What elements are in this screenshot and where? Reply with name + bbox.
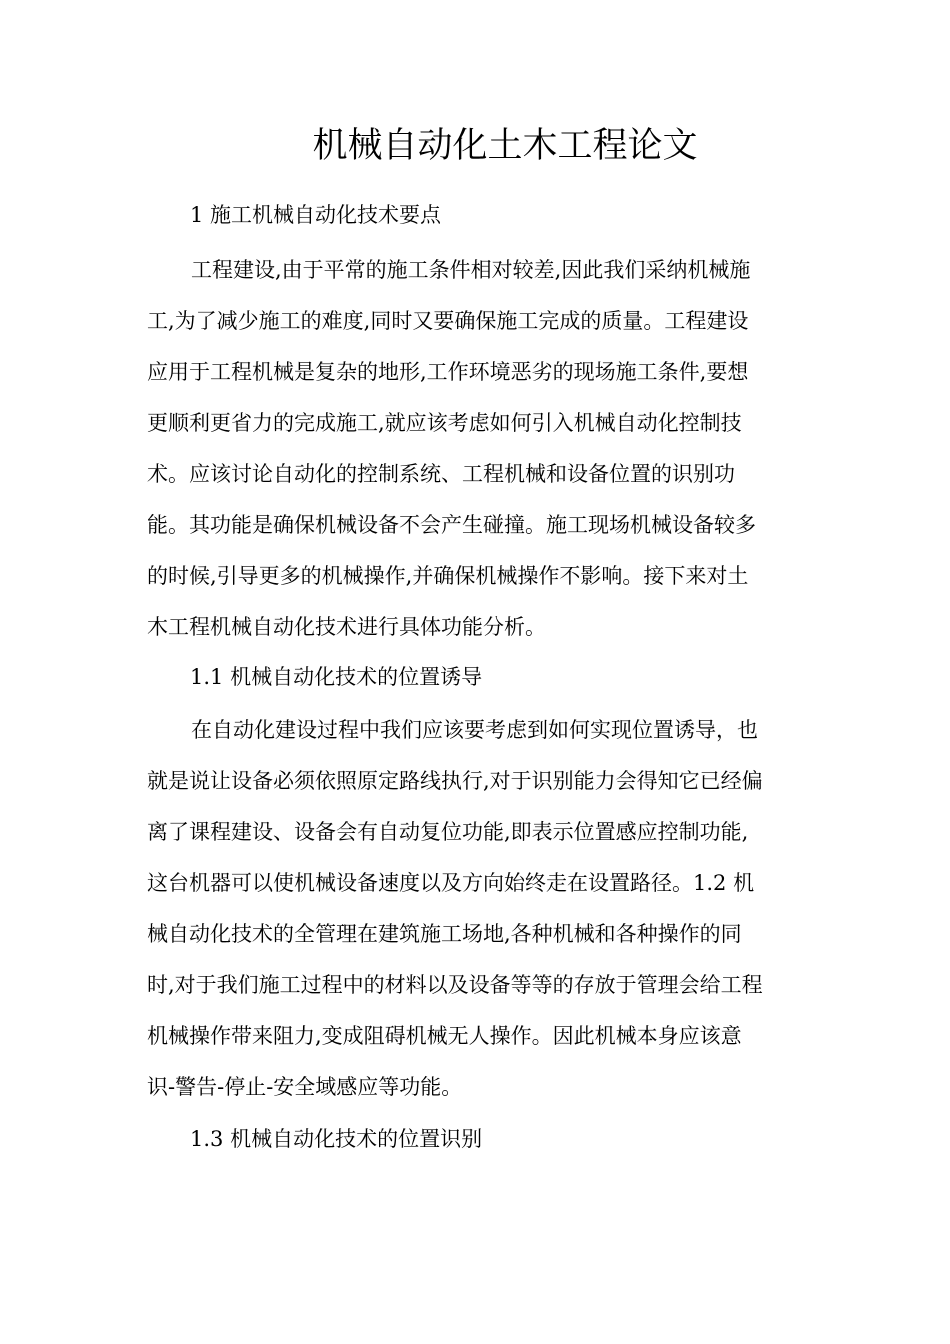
paragraph-line: 在自动化建设过程中我们应该要考虑到如何实现位置诱导，也 (191, 718, 758, 742)
section-1-paragraph (147, 245, 803, 653)
paragraph-line: 就是说让设备必须依照原定路线执行,对于识别能力会得知它已经偏 (147, 769, 763, 793)
paragraph-line: 工程建设,由于平常的施工条件相对较差,因此我们采纳机械施 (191, 258, 751, 282)
paragraph-line: 识-警告-停止-安全域感应等功能。 (147, 1075, 463, 1099)
document-title: 机械自动化土木工程论文 (312, 126, 698, 166)
paragraph-line: 离了课程建设、设备会有自动复位功能,即表示位置感应控制功能, (147, 820, 749, 844)
paragraph-line: 的时候,引导更多的机械操作,并确保机械操作不影响。接下来对土 (147, 564, 749, 588)
paragraph-line: 工,为了减少施工的难度,同时又要确保施工完成的质量。工程建设 (147, 309, 749, 333)
paragraph-line: 木工程机械自动化技术进行具体功能分析。 (147, 615, 546, 639)
paragraph-line: 能。其功能是确保机械设备不会产生碰撞。施工现场机械设备较多 (147, 513, 756, 537)
paragraph-line: 时,对于我们施工过程中的材料以及设备等等的存放于管理会给工程 (147, 973, 763, 997)
paragraph-line: 术。应该讨论自动化的控制系统、工程机械和设备位置的识别功 (147, 462, 735, 486)
paragraph-line: 机械操作带来阻力,变成阻碍机械无人操作。因此机械本身应该意 (147, 1024, 742, 1048)
paragraph-line: 更顺利更省力的完成施工,就应该考虑如何引入机械自动化控制技 (147, 411, 742, 435)
section-heading-1: 1 施工机械自动化技术要点 (190, 203, 442, 227)
paragraph-line: 应用于工程机械是复杂的地形,工作环境恶劣的现场施工条件,要想 (147, 360, 749, 384)
paragraph-line: 械自动化技术的全管理在建筑施工场地,各种机械和各种操作的同 (147, 922, 742, 946)
section-1-1-paragraph (147, 705, 803, 1113)
section-heading-1-1: 1.1 机械自动化技术的位置诱导 (190, 665, 483, 689)
section-heading-1-3: 1.3 机械自动化技术的位置识别 (190, 1127, 483, 1151)
paragraph-line: 这台机器可以使机械设备速度以及方向始终走在设置路径。1.2 机 (147, 871, 755, 895)
